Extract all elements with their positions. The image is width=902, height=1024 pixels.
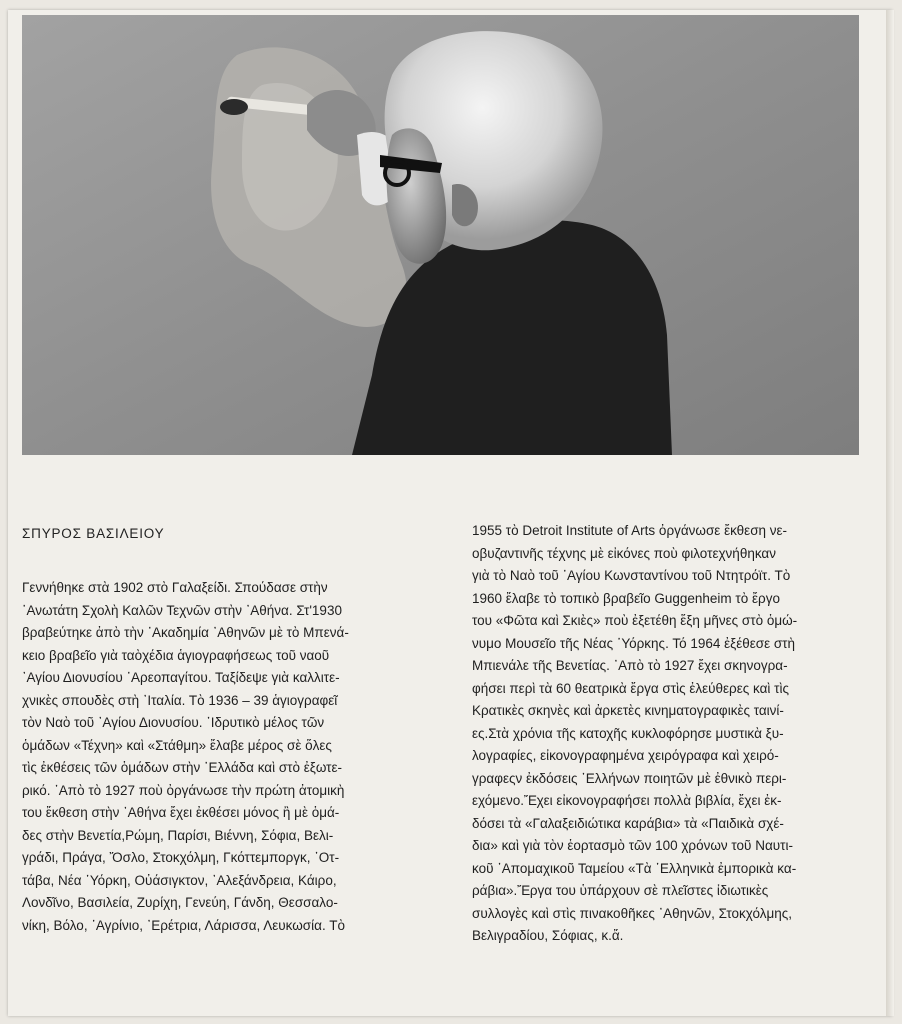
text-line: φήσει περὶ τὰ 60 θεατρικὰ ἔργα στὶς ἐλεύθερες καὶ τὶς [472, 680, 789, 696]
text-line: ῾Ανωτάτη Σχολὴ Καλῶν Τεχνῶν στὴν ᾿Αθήνα. Στ'1930 [22, 602, 342, 618]
text-line: ὁμάδων «Τέχνη» καὶ «Στάθμη» ἔλαβε μέρος σὲ ὅλες [22, 737, 332, 753]
text-line: δόσει τὰ «Γαλαξειδιώτικα καράβια» τὰ «Παιδικὰ σχέ- [472, 815, 784, 831]
text-line: ράβια».Ἔργα του ὑπάρχουν σὲ πλεῖστες ἰδιωτικὲς [472, 883, 769, 898]
biography-left-column [22, 577, 422, 937]
brush-tip [220, 99, 248, 115]
text-line: γιὰ τὸ Ναὸ τοῦ ᾿Αγίου Κωνσταντίνου τοῦ Ντητρόϊτ. Τὸ [472, 568, 791, 583]
text-line: βραβεύτηκε ἀπὸ τὴν ᾿Ακαδημία ᾿Αθηνῶν μὲ τὸ Μπενά- [22, 625, 349, 640]
text-line: νυμο Μουσεῖο τῆς Νέας ῾Υόρκης. Τό 1964 ἐξέθεσε στὴ [472, 635, 796, 651]
text-line: Βελιγραδίου, Σόφιας, κ.ἄ. [472, 928, 624, 943]
text-line: τὸν Ναὸ τοῦ ᾿Αγίου Διονυσίου. ᾿Ιδρυτικὸ μέλος τῶν [22, 715, 325, 730]
text-line: συλλογὲς καὶ στὶς πινακοθῆκες ᾿Αθηνῶν, Στοκχόλμης, [472, 905, 793, 921]
page-edge [886, 10, 894, 1016]
text-line: οβυζαντινῆς τέχνης μὲ εἰκόνες ποὺ φιλοτεχνήθηκαν [472, 545, 776, 561]
text-line: Κρατικὲς σκηνὲς καὶ ἀρκετὲς κινηματογραφικὲς ταινί- [472, 703, 784, 718]
text-line: γραφεςν ἐκδόσεις ῾Ελλήνων ποιητῶν μὲ ἐθνικὸ περι- [472, 770, 787, 786]
text-line: νίκη, Βόλο, ᾿Αγρίνιο, ᾿Ερέτρια, Λάρισσα, Λευκωσία. Τὸ [22, 917, 345, 933]
text-line: Λονδῖνο, Βασιλεία, Ζυρίχη, Γενεύη, Γάνδη, Θεσσαλο- [22, 895, 338, 910]
text-line: λογραφίες, εἰκονογραφημένα χειρόγραφα καὶ χειρό- [472, 748, 779, 763]
text-line: 1955 τὸ Detroit Institute of Arts ὀργάνωσε ἔκθεση νε- [472, 523, 788, 538]
text-line: τάβα, Νέα ῾Υόρκη, Οὐάσιγκτον, ᾿Αλεξάνδρεια, Κάιρο, [22, 872, 337, 888]
text-line: χνικὲς σπουδὲς στὴ ᾿Ιταλία. Τὸ 1936 – 39 ἁγιογραφεῖ [22, 692, 338, 708]
photo-artist-painting-wall [22, 15, 859, 455]
text-line: δες στὴν Βενετία,Ρώμη, Παρίσι, Βιέννη, Σόφια, Βελι- [22, 827, 334, 843]
text-line: τὶς ἐκθέσεις τῶν ὁμάδων στὴν ῾Ελλάδα καὶ στὸ ἐξωτε- [22, 760, 343, 775]
text-line: Γεννήθηκε στὰ 1902 στὸ Γαλαξείδι. Σπούδασε στὴν [22, 580, 328, 595]
text-line: ες.Στὰ χρόνια τῆς κατοχῆς κυκλοφόρησε μυστικὰ ξυ- [472, 725, 784, 741]
text-line: ᾿Αγίου Διονυσίου ᾿Αρεοπαγίτου. Ταξίδεψε γιὰ καλλιτε- [22, 670, 340, 685]
text-line: δια» καὶ γιὰ τὸν ἑορτασμὸ τῶν 100 χρόνων τοῦ Ναυτι- [472, 838, 793, 853]
text-line: 1960 ἔλαβε τὸ τοπικὸ βραβεῖο Guggenheim τὸ ἔργο [472, 590, 780, 606]
text-line: του «Φῶτα καὶ Σκιὲς» ποὺ ἐξετέθη ἕξη μῆνες στὸ ὁμώ- [472, 613, 798, 628]
text-line: ρικό. ᾿Απὸ τὸ 1927 ποὺ ὀργάνωσε τὴν πρώτη ἀτομικὴ [22, 782, 345, 798]
text-line: γράδι, Πράγα, Ὄσλο, Στοκχόλμη, Γκόττεμποργκ, ᾿Οτ- [22, 850, 340, 865]
text-line: εχόμενο.Ἔχει εἰκονογραφήσει πολλὰ βιβλία, ἔχει ἐκ- [472, 793, 782, 808]
photo-illustration [22, 15, 859, 455]
artist-name-heading: ΣΠΥΡΟΣ ΒΑΣΙΛΕΙΟΥ [22, 526, 165, 541]
text-line: κειο βραβεῖο γιὰ ταὸχέδια ἁγιογραφήσεως τοῦ ναοῦ [22, 647, 330, 663]
text-line: Μπιενάλε τῆς Βενετίας. ᾿Απὸ τὸ 1927 ἔχει σκηνογρα- [472, 658, 788, 673]
text-line: κοῦ ᾿Απομαχικοῦ Ταμείου «Τὰ ῾Ελληνικὰ ἐμπορικὰ κα- [472, 860, 797, 876]
biography-right-column [472, 520, 862, 948]
text-line: του ἔκθεση στὴν ᾿Αθήνα ἔχει ἐκθέσει μόνος ἢ μὲ ὁμά- [22, 805, 340, 820]
